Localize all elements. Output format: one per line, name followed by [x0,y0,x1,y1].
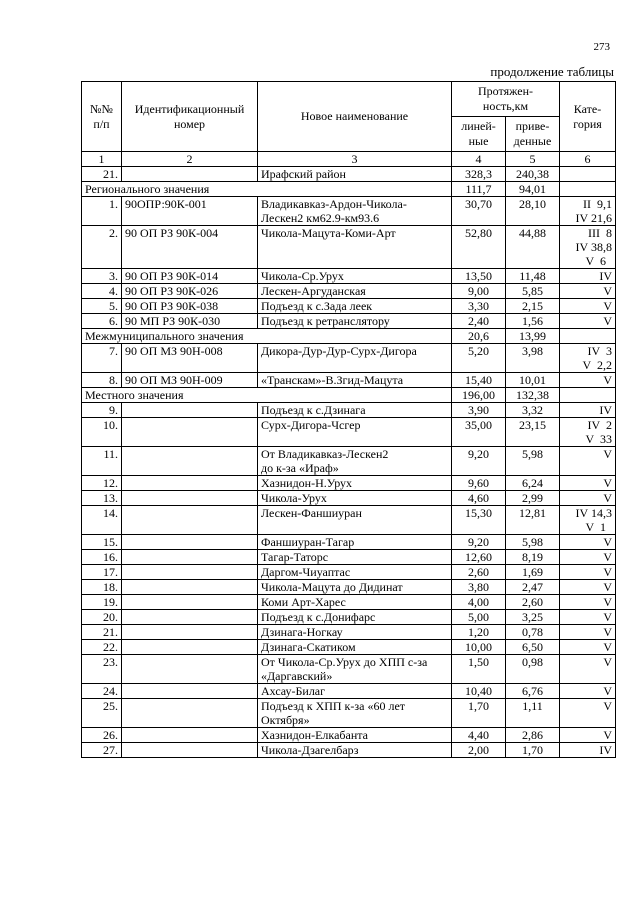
length-linear-cell: 9,60 [452,476,506,491]
category-cell: III 8 IV 38,8 V 6 [560,226,616,269]
category-cell: V [560,491,616,506]
section-row [82,388,616,403]
row-number-cell: 18. [82,580,122,595]
id-cell [122,595,258,610]
id-cell [122,506,258,535]
row-number-cell: 25. [82,699,122,728]
length-linear-cell: 10,00 [452,640,506,655]
length-linear-cell: 1,50 [452,655,506,684]
id-cell [122,418,258,447]
row-number-cell: 3. [82,269,122,284]
id-cell [122,640,258,655]
id-cell [122,167,258,182]
length-reduced-cell: 240,38 [506,167,560,182]
name-cell: Владикавказ-Ардон-Чикола-Лескен2 км62.9-км93.6 [258,197,452,226]
table-row [82,699,616,728]
row-number-cell: 24. [82,684,122,699]
length-linear-cell: 9,20 [452,535,506,550]
table-row [82,476,616,491]
name-cell: Коми Арт-Харес [258,595,452,610]
name-cell: Чикола-Мацута до Дидинат [258,580,452,595]
name-cell: Хазнидон-Н.Урух [258,476,452,491]
category-cell: II 9,1 IV 21,6 [560,197,616,226]
header-reduced: приве- денные [506,117,560,152]
length-linear-cell: 2,00 [452,743,506,758]
table-row [82,284,616,299]
row-number-cell: 2. [82,226,122,269]
length-reduced-cell: 5,98 [506,447,560,476]
row-number-cell: 9. [82,403,122,418]
name-cell: Ирафский район [258,167,452,182]
table-row [82,550,616,565]
length-linear-cell: 20,6 [452,329,506,344]
table-row [82,506,616,535]
table-row [82,491,616,506]
category-cell: V [560,535,616,550]
length-linear-cell: 9,20 [452,447,506,476]
section-label: Межмуниципального значения [82,329,452,344]
name-cell: Дикора-Дур-Дур-Сурх-Дигора [258,344,452,373]
id-cell [122,699,258,728]
name-cell: От Чикола-Ср.Урух до ХПП с-за «Даргавский» [258,655,452,684]
section-label: Регионального значения [82,182,452,197]
name-cell: Чикола-Мацута-Коми-Арт [258,226,452,269]
id-cell [122,655,258,684]
category-cell [560,167,616,182]
table-row [82,655,616,684]
length-reduced-cell: 12,81 [506,506,560,535]
category-cell: V [560,699,616,728]
table-row [82,580,616,595]
name-cell: Дзинага-Ногкау [258,625,452,640]
row-number-cell: 14. [82,506,122,535]
name-cell: Подъезд к с.Зада леек [258,299,452,314]
name-cell: Дзинага-Скатиком [258,640,452,655]
row-number-cell: 7. [82,344,122,373]
length-reduced-cell: 1,11 [506,699,560,728]
name-cell: От Владикавказ-Лескен2 до к-за «Ираф» [258,447,452,476]
name-cell: Тагар-Таторс [258,550,452,565]
length-linear-cell: 30,70 [452,197,506,226]
name-cell: Чикола-Ср.Урух [258,269,452,284]
id-cell [122,610,258,625]
row-number-cell: 12. [82,476,122,491]
category-cell: V [560,728,616,743]
name-cell: Хазнидон-Елкабанта [258,728,452,743]
table-row [82,226,616,269]
roads-table [81,81,616,758]
name-cell: Чикола-Урух [258,491,452,506]
row-number-cell: 21. [82,167,122,182]
table-row [82,403,616,418]
table-row [82,684,616,699]
length-linear-cell: 35,00 [452,418,506,447]
length-reduced-cell: 0,78 [506,625,560,640]
length-linear-cell: 3,80 [452,580,506,595]
header-category: Кате- гория [560,82,616,152]
column-index-row [82,152,616,167]
length-linear-cell: 1,20 [452,625,506,640]
length-reduced-cell: 10,01 [506,373,560,388]
row-number-cell: 8. [82,373,122,388]
row-number-cell: 16. [82,550,122,565]
table-row [82,728,616,743]
category-cell [560,182,616,197]
length-linear-cell: 4,00 [452,595,506,610]
name-cell: Подъезд к с.Донифарс [258,610,452,625]
category-cell: V [560,314,616,329]
length-reduced-cell: 5,98 [506,535,560,550]
id-cell [122,684,258,699]
length-linear-cell: 1,70 [452,699,506,728]
table-row [82,344,616,373]
header-id: Идентификационный номер [122,82,258,152]
id-cell [122,743,258,758]
category-cell [560,329,616,344]
length-reduced-cell: 1,56 [506,314,560,329]
header-linear: линей- ные [452,117,506,152]
index-cell: 1 [82,152,122,167]
row-number-cell: 1. [82,197,122,226]
category-cell: IV 2 V 33 [560,418,616,447]
category-cell: V [560,476,616,491]
length-reduced-cell: 23,15 [506,418,560,447]
table-row [82,595,616,610]
length-linear-cell: 12,60 [452,550,506,565]
table-row [82,197,616,226]
length-reduced-cell: 5,85 [506,284,560,299]
table-header [82,82,616,152]
id-cell: 90 ОП МЗ 90Н-008 [122,344,258,373]
section-row [82,329,616,344]
length-linear-cell: 2,60 [452,565,506,580]
category-cell: IV [560,403,616,418]
length-linear-cell: 5,20 [452,344,506,373]
length-linear-cell: 15,30 [452,506,506,535]
id-cell [122,535,258,550]
header-num: №№ п/п [82,82,122,152]
table-row [82,269,616,284]
index-cell: 6 [560,152,616,167]
length-reduced-cell: 94,01 [506,182,560,197]
row-number-cell: 23. [82,655,122,684]
id-cell [122,625,258,640]
table-row [82,447,616,476]
row-number-cell: 15. [82,535,122,550]
row-number-cell: 4. [82,284,122,299]
name-cell: Сурх-Дигора-Чсгер [258,418,452,447]
section-row [82,182,616,197]
row-number-cell: 27. [82,743,122,758]
length-reduced-cell: 2,99 [506,491,560,506]
length-reduced-cell: 3,32 [506,403,560,418]
length-linear-cell: 2,40 [452,314,506,329]
category-cell: V [560,640,616,655]
table-row [82,610,616,625]
length-reduced-cell: 132,38 [506,388,560,403]
category-cell: V [560,565,616,580]
district-row [82,167,616,182]
length-reduced-cell: 11,48 [506,269,560,284]
table-body [82,152,616,758]
header-length: Протяжен- ность,км [452,82,560,117]
category-cell: V [560,447,616,476]
table-row [82,625,616,640]
name-cell: Фаншиуран-Тагар [258,535,452,550]
category-cell: V [560,610,616,625]
row-number-cell: 19. [82,595,122,610]
page-number: 273 [593,41,610,53]
length-linear-cell: 4,40 [452,728,506,743]
id-cell [122,403,258,418]
table-row [82,640,616,655]
id-cell [122,550,258,565]
section-label: Местного значения [82,388,452,403]
length-reduced-cell: 6,24 [506,476,560,491]
name-cell: Подъезд к ХПП к-за «60 лет Октября» [258,699,452,728]
length-linear-cell: 196,00 [452,388,506,403]
continuation-label: продолжение таблицы [490,64,614,79]
index-cell: 4 [452,152,506,167]
name-cell: Лескен-Фаншиуран [258,506,452,535]
row-number-cell: 11. [82,447,122,476]
id-cell: 90 ОП РЗ 90К-014 [122,269,258,284]
category-cell: V [560,550,616,565]
length-linear-cell: 4,60 [452,491,506,506]
id-cell [122,565,258,580]
row-number-cell: 13. [82,491,122,506]
category-cell: V [560,684,616,699]
category-cell: IV 14,3 V 1 [560,506,616,535]
category-cell: V [560,655,616,684]
category-cell: V [560,625,616,640]
row-number-cell: 26. [82,728,122,743]
name-cell: Ахсау-Билаг [258,684,452,699]
id-cell: 90 ОП РЗ 90К-004 [122,226,258,269]
length-linear-cell: 3,90 [452,403,506,418]
length-reduced-cell: 0,98 [506,655,560,684]
id-cell: 90 ОП МЗ 90Н-009 [122,373,258,388]
length-reduced-cell: 1,69 [506,565,560,580]
length-linear-cell: 13,50 [452,269,506,284]
id-cell: 90 МП РЗ 90К-030 [122,314,258,329]
index-cell: 3 [258,152,452,167]
length-reduced-cell: 28,10 [506,197,560,226]
length-reduced-cell: 1,70 [506,743,560,758]
category-cell: IV [560,269,616,284]
length-linear-cell: 111,7 [452,182,506,197]
row-number-cell: 6. [82,314,122,329]
row-number-cell: 5. [82,299,122,314]
name-cell: Подъезд к ретранслятору [258,314,452,329]
length-reduced-cell: 8,19 [506,550,560,565]
length-reduced-cell: 2,60 [506,595,560,610]
length-reduced-cell: 2,15 [506,299,560,314]
length-linear-cell: 9,00 [452,284,506,299]
row-number-cell: 17. [82,565,122,580]
table-row [82,314,616,329]
index-cell: 2 [122,152,258,167]
id-cell [122,580,258,595]
length-linear-cell: 5,00 [452,610,506,625]
id-cell: 90 ОП РЗ 90К-026 [122,284,258,299]
table-row [82,299,616,314]
length-reduced-cell: 3,98 [506,344,560,373]
id-cell [122,476,258,491]
name-cell: Чикола-Дзагелбарз [258,743,452,758]
name-cell: Даргом-Чиуаптас [258,565,452,580]
id-cell [122,728,258,743]
header-name: Новое наименование [258,82,452,152]
row-number-cell: 10. [82,418,122,447]
length-reduced-cell: 2,47 [506,580,560,595]
table-row [82,418,616,447]
length-linear-cell: 328,3 [452,167,506,182]
row-number-cell: 21. [82,625,122,640]
category-cell: V [560,595,616,610]
length-reduced-cell: 13,99 [506,329,560,344]
row-number-cell: 20. [82,610,122,625]
name-cell: Лескен-Аргуданская [258,284,452,299]
table-row [82,535,616,550]
table-row [82,373,616,388]
category-cell: V [560,284,616,299]
length-linear-cell: 3,30 [452,299,506,314]
category-cell: IV 3 V 2,2 [560,344,616,373]
id-cell: 90 ОП РЗ 90К-038 [122,299,258,314]
length-reduced-cell: 3,25 [506,610,560,625]
category-cell [560,388,616,403]
table-row [82,743,616,758]
length-linear-cell: 52,80 [452,226,506,269]
name-cell: «Транскам»-В.Згид-Мацута [258,373,452,388]
id-cell [122,491,258,506]
length-reduced-cell: 6,50 [506,640,560,655]
table-row [82,565,616,580]
length-reduced-cell: 2,86 [506,728,560,743]
length-reduced-cell: 6,76 [506,684,560,699]
name-cell: Подъезд к с.Дзинага [258,403,452,418]
category-cell: V [560,580,616,595]
category-cell: IV [560,743,616,758]
length-linear-cell: 10,40 [452,684,506,699]
category-cell: V [560,373,616,388]
id-cell [122,447,258,476]
length-reduced-cell: 44,88 [506,226,560,269]
length-linear-cell: 15,40 [452,373,506,388]
row-number-cell: 22. [82,640,122,655]
category-cell: V [560,299,616,314]
index-cell: 5 [506,152,560,167]
id-cell: 90ОПР:90К-001 [122,197,258,226]
